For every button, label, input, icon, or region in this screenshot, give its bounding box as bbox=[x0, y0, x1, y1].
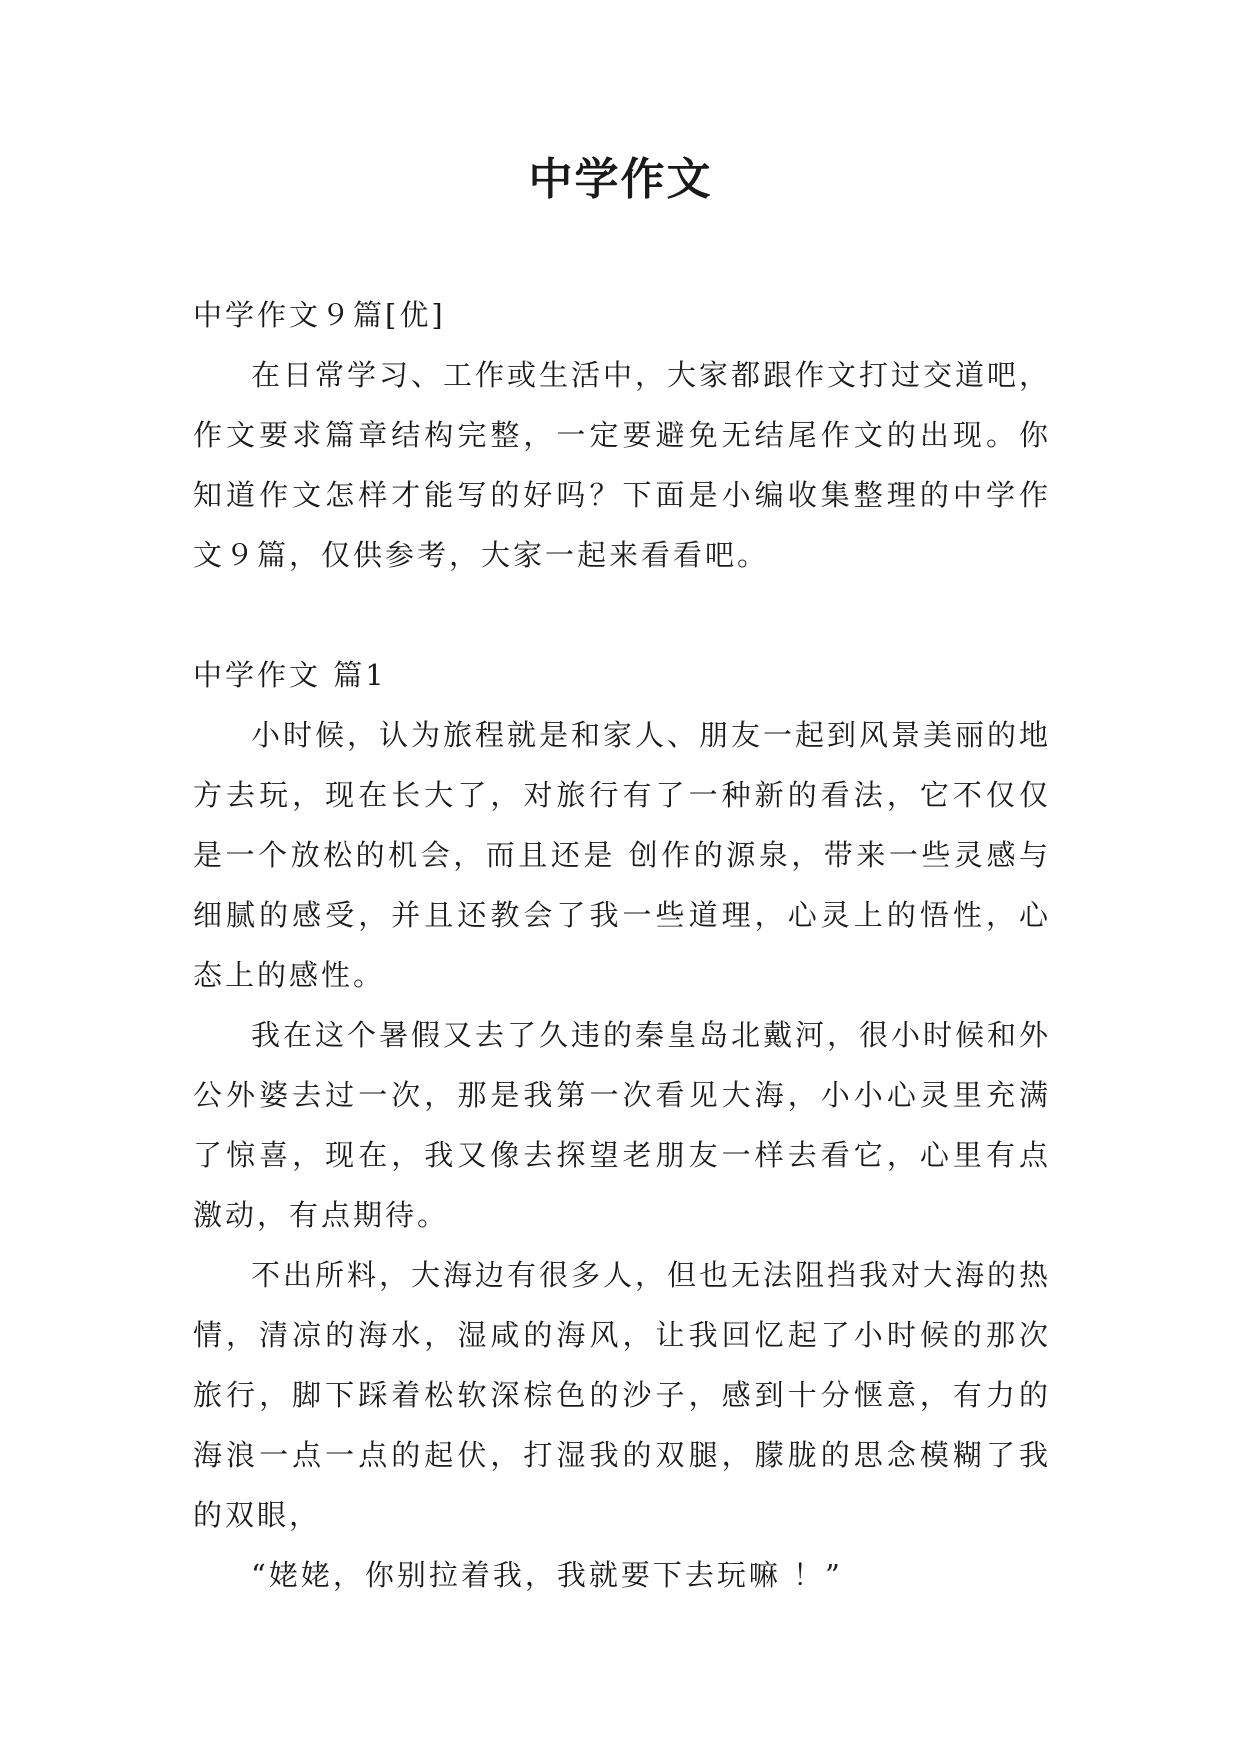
intro-paragraph: 在日常学习、工作或生活中，大家都跟作文打过交道吧，作文要求篇章结构完整，一定要避免无结尾作文的出现。你知道作文怎样才能写的好吗？下面是小编收集整理的中学作文９篇，仅供参考，大家一起来看看吧。 bbox=[193, 358, 1052, 572]
document-subtitle: 中学作文９篇[优] bbox=[193, 298, 446, 332]
quote-paragraph: “姥姥，你别拉着我，我就要下去玩嘛 ！” bbox=[251, 1558, 843, 1592]
body-paragraph: 我在这个暑假又去了久违的秦皇岛北戴河，很小时候和外公外婆去过一次，那是我第一次看见大海，小小心灵里充满了惊喜，现在，我又像去探望老朋友一样去看它，心里有点激动，有点期待。 bbox=[193, 1018, 1052, 1232]
body-paragraph: 小时候，认为旅程就是和家人、朋友一起到风景美丽的地方去玩，现在长大了，对旅行有了一种新的看法，它不仅仅是一个放松的机会，而且还是 创作的源泉，带来一些灵感与细腻的感受，并且还教会了我一些道理，心灵上的悟性，心态上的感性。 bbox=[193, 718, 1052, 992]
body-paragraph: 不出所料，大海边有很多人，但也无法阻挡我对大海的热情，清凉的海水，湿咸的海风，让我回忆起了小时候的那次旅行，脚下踩着松软深棕色的沙子，感到十分惬意，有力的海浪一点一点的起伏，打湿我的双腿，朦胧的思念模糊了我的双眼， bbox=[193, 1258, 1052, 1532]
section-heading: 中学作文 篇1 bbox=[193, 658, 387, 692]
document-body bbox=[193, 285, 1051, 1605]
document-title: 中学作文 bbox=[528, 154, 713, 205]
